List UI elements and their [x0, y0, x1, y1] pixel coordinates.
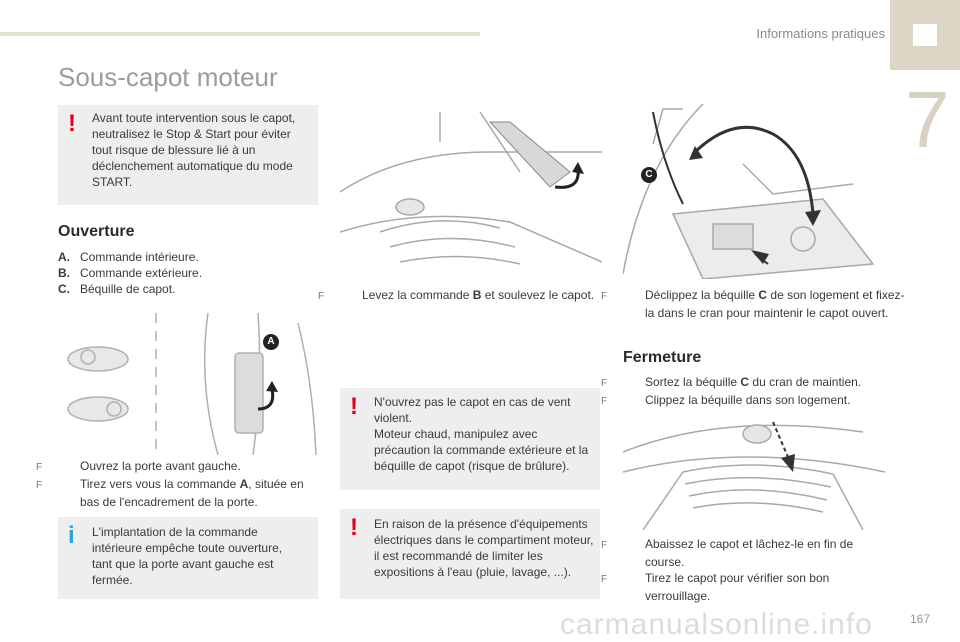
- info-text: L'implantation de la commande intérieure empêche toute ouverture, tant que la porte avant gauche est fermée.: [92, 525, 283, 587]
- opening-steps: [36, 458, 320, 510]
- warning-text-top: Avant toute intervention sous le capot, neutralisez le Stop & Start pour éviter tout risque de blessure lié à un déclenchement automatique du mode START.: [92, 111, 296, 189]
- warning-text-middle-2: En raison de la présence d'équipements électriques dans le compartiment moteur, il est recommandé de limiter les expositions à l'eau (pluie, lavage, ...).: [374, 517, 594, 579]
- chapter-number: 7: [905, 75, 950, 164]
- chapter-tab-inner: [913, 24, 937, 46]
- bullet-icon: F: [36, 462, 43, 473]
- section-title: Informations pratiques: [756, 26, 885, 41]
- bullet-icon: F: [36, 480, 43, 491]
- info-icon: i: [68, 522, 75, 549]
- bullet-icon: F: [601, 540, 608, 551]
- callout-a: A: [263, 334, 279, 350]
- warning-icon: !: [350, 393, 358, 420]
- step-check-lock: F Tirez le capot pour vérifier son bon verrouillage.: [601, 571, 830, 603]
- illustration-hood-prop: [623, 104, 885, 279]
- header-rule: [0, 32, 480, 36]
- bullet-icon: F: [601, 396, 608, 407]
- closing-steps-top: [601, 374, 885, 410]
- watermark: carmanualsonline.info: [560, 608, 873, 641]
- step-open-door: F Ouvrez la porte avant gauche.: [58, 458, 320, 476]
- warning-icon: !: [68, 110, 76, 137]
- step-unclip-prop: F Déclippez la béquille C de son logement et fixez-la dans le cran pour maintenir le capot ouvert.: [601, 288, 905, 320]
- bullet-icon: F: [318, 291, 325, 302]
- legend-list: [58, 249, 318, 297]
- closing-steps-bottom: [601, 536, 885, 604]
- legend-item-c: C. Béquille de capot.: [58, 282, 176, 296]
- closing-heading: Fermeture: [623, 349, 702, 366]
- step-lift-control: F Levez la commande B et soulevez le capot.: [340, 287, 627, 305]
- legend-item-a: A. Commande intérieure.: [58, 250, 199, 264]
- opening-heading: Ouverture: [58, 223, 135, 240]
- bullet-icon: F: [601, 574, 608, 585]
- bullet-icon: F: [601, 291, 608, 302]
- page-title: Sous-capot moteur: [58, 62, 278, 92]
- step-lower-hood: F Abaissez le capot et lâchez-le en fin de course.: [601, 537, 854, 569]
- illustration-close-hood: [623, 412, 885, 530]
- step-clip-prop: F Clippez la béquille dans son logement.: [623, 392, 885, 410]
- warning-icon: !: [350, 514, 358, 541]
- warning-text-middle-1: N'ouvrez pas le capot en cas de vent violent. Moteur chaud, manipulez avec précaution la commande extérieure et la béquille de capot (risque de brûlure).: [374, 395, 589, 473]
- legend-item-b: B. Commande extérieure.: [58, 266, 203, 280]
- bullet-icon: F: [601, 378, 608, 389]
- illustration-interior-control: [58, 313, 320, 455]
- step-pull-control: F Tirez vers vous la commande A, située en bas de l'encadrement de la porte.: [36, 477, 304, 509]
- illustration-exterior-control: [340, 112, 602, 277]
- step-remove-prop: F Sortez la béquille C du cran de maintien.: [623, 374, 885, 392]
- page-number: 167: [909, 612, 930, 626]
- callout-c: C: [641, 167, 657, 183]
